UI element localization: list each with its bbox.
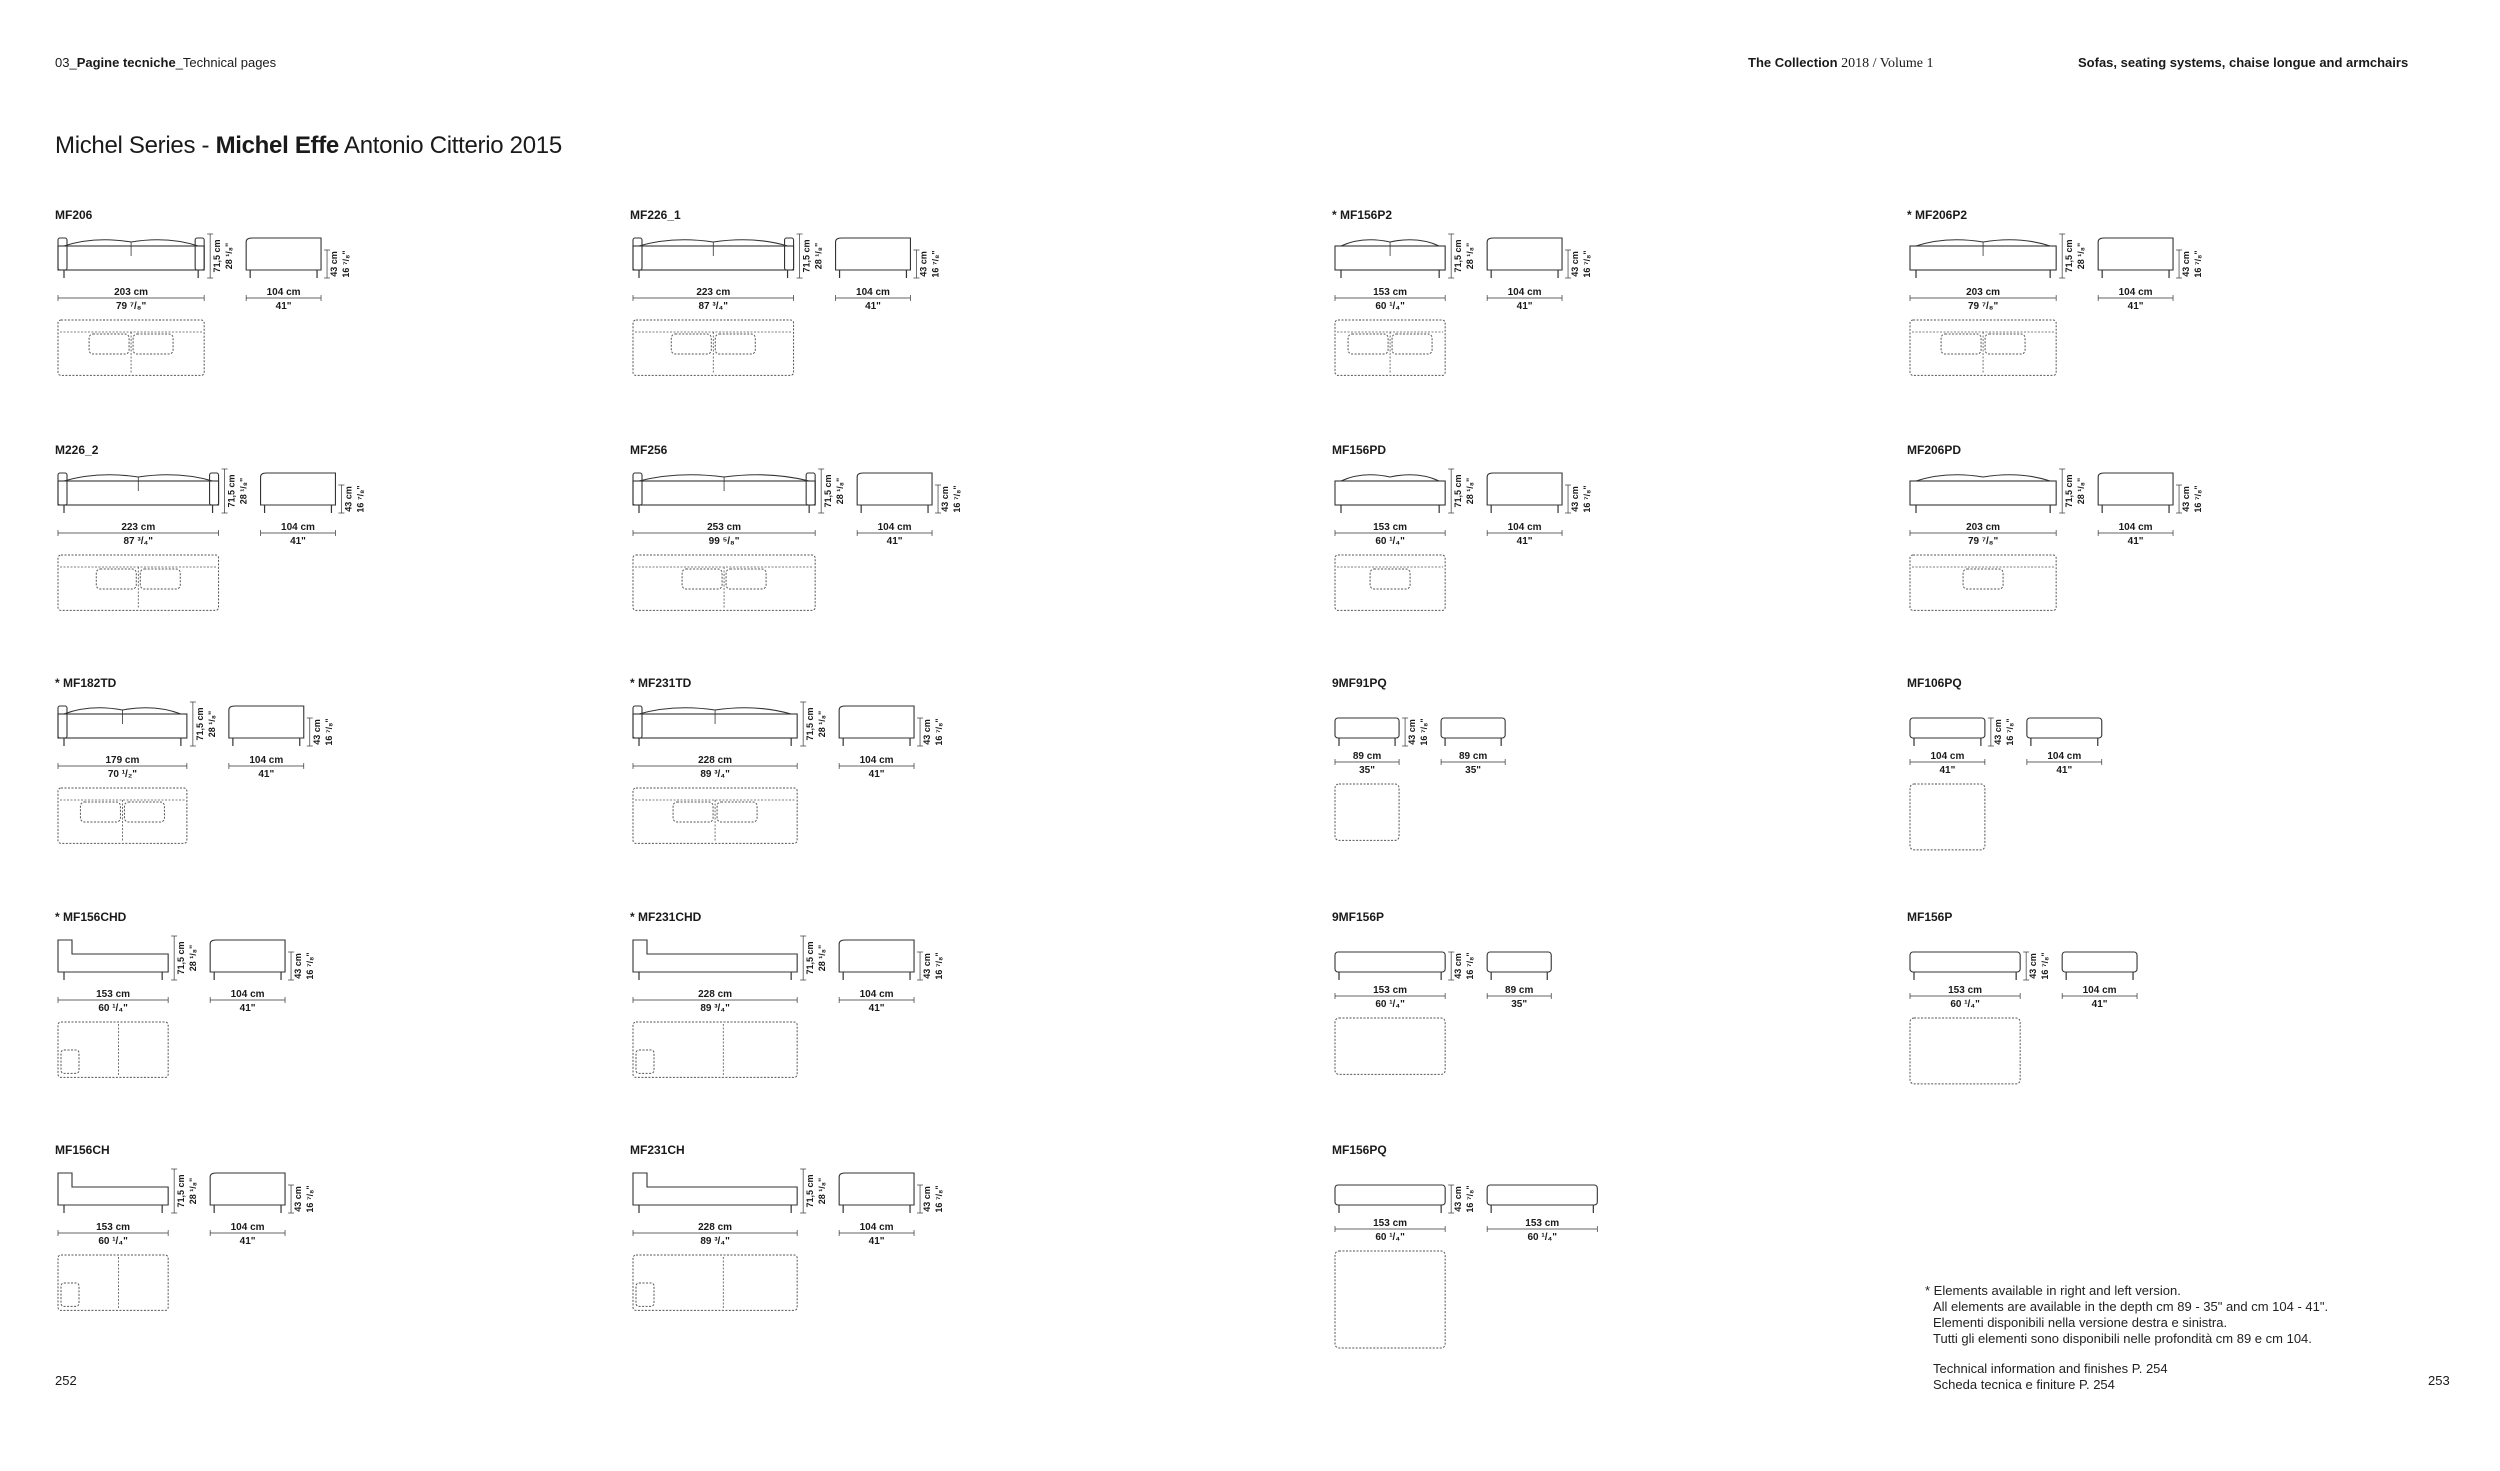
element-code: * MF156CHD (55, 910, 127, 924)
height-inch: 16 ⁷/₈" (355, 485, 366, 513)
dimension-inch: 41" (886, 536, 903, 547)
side-view (229, 706, 304, 738)
dimension-inch: 70 ¹/₂" (107, 769, 138, 780)
element-card (55, 676, 615, 906)
height-inch: 16 ⁷/₈" (1582, 250, 1593, 278)
height-inch: 16 ⁷/₈" (952, 485, 963, 513)
element-code: * MF182TD (55, 676, 117, 690)
plan-view (1910, 555, 2056, 610)
section-header (55, 55, 276, 70)
dimension-cm: 153 cm (1525, 1218, 1560, 1229)
height-inch: 16 ⁷/₈" (1419, 718, 1430, 746)
plan-view (1910, 784, 1985, 850)
dimension-cm: 203 cm (1966, 287, 2001, 298)
element-code: MF231CH (630, 1143, 685, 1157)
dimension-inch: 41" (275, 301, 292, 312)
dimension-cm: 104 cm (2082, 985, 2117, 996)
plan-view (1335, 1018, 1445, 1074)
dimension-inch: 60 ¹/₄" (1375, 1232, 1405, 1243)
dimension-cm: 203 cm (114, 287, 149, 298)
plan-view (1335, 320, 1445, 375)
side-view (1441, 718, 1505, 738)
dimension-cm: 104 cm (1507, 287, 1542, 298)
dimension-cm: 104 cm (1930, 751, 1965, 762)
front-view (1335, 718, 1399, 738)
side-view (246, 238, 321, 270)
height-cm: 43 cm (2181, 486, 2192, 512)
dimension-inch: 41" (239, 1236, 256, 1247)
element-code: MF156PQ (1332, 1143, 1387, 1157)
dimension-inch: 99 ⁵/₈" (708, 536, 740, 547)
element-code: * MF206P2 (1907, 208, 1968, 222)
element-card (1332, 443, 1892, 673)
dimension-cm: 228 cm (698, 755, 733, 766)
side-view (1487, 238, 1562, 270)
dimension-inch: 41" (2056, 765, 2073, 776)
height-inch: 16 ⁷/₈" (305, 1185, 316, 1213)
dimension-inch: 60 ¹/₄" (1375, 536, 1405, 547)
dimension-cm: 104 cm (1507, 522, 1542, 533)
dimension-cm: 89 cm (1458, 751, 1488, 762)
dimension-inch: 89 ³/₄" (700, 1003, 730, 1014)
element-drawing (1332, 1143, 1892, 1373)
height-cm: 43 cm (1453, 1186, 1464, 1212)
height-inch: 16 ⁷/₈" (2040, 952, 2051, 980)
dimension-inch: 41" (2127, 536, 2144, 547)
plan-view (1335, 555, 1445, 610)
dimension-cm: 104 cm (230, 989, 265, 1000)
height-inch: 28 ¹/₈" (206, 710, 217, 738)
side-view (2098, 238, 2173, 270)
height-cm: 43 cm (918, 251, 929, 277)
height-cm: 71,5 cm (176, 941, 187, 975)
height-inch: 28 ¹/₈" (188, 944, 199, 972)
element-card (1332, 1143, 1892, 1373)
front-view (633, 940, 797, 972)
dimension-cm: 104 cm (2118, 522, 2153, 533)
plan-view (1910, 320, 2056, 375)
dimension-cm: 223 cm (121, 522, 156, 533)
height-cm: 43 cm (2181, 251, 2192, 277)
collection-name: The Collection (1748, 55, 1838, 70)
element-code: MF206PD (1907, 443, 1962, 457)
side-view (2027, 718, 2102, 738)
element-drawing (1907, 208, 2467, 438)
element-code: MF256 (630, 443, 668, 457)
height-cm: 71,5 cm (823, 474, 834, 508)
element-card (1907, 910, 2467, 1140)
element-code: MF156PD (1332, 443, 1387, 457)
element-drawing (55, 208, 615, 438)
height-cm: 71,5 cm (194, 707, 205, 741)
height-cm: 43 cm (2028, 953, 2039, 979)
plan-view (58, 1255, 168, 1310)
dimension-cm: 179 cm (105, 755, 140, 766)
front-view (58, 706, 187, 738)
height-inch: 28 ¹/₈" (2076, 242, 2087, 270)
element-drawing (630, 443, 1190, 673)
side-view (2098, 473, 2173, 505)
element-drawing (1332, 208, 1892, 438)
element-card (630, 208, 1190, 438)
dimension-inch: 41" (868, 1236, 885, 1247)
collection-volume: 2018 / Volume 1 (1837, 56, 1934, 71)
element-drawing (630, 910, 1190, 1140)
front-view (1335, 1185, 1445, 1205)
category-header (2078, 55, 2408, 70)
side-view (261, 473, 336, 505)
element-card (1332, 208, 1892, 438)
height-inch: 28 ¹/₈" (2076, 477, 2087, 505)
dimension-cm: 153 cm (1948, 985, 1983, 996)
height-inch: 16 ⁷/₈" (341, 250, 352, 278)
plan-view (633, 1255, 797, 1310)
dimension-inch: 41" (865, 301, 881, 312)
element-drawing (1907, 676, 2467, 906)
height-inch: 16 ⁷/₈" (934, 1185, 945, 1213)
designer-name: Antonio Citterio 2015 (338, 132, 562, 159)
element-drawing (55, 1143, 615, 1373)
height-inch: 28 ¹/₈" (1465, 242, 1476, 270)
plan-view (1335, 1251, 1445, 1348)
dimension-cm: 104 cm (859, 989, 894, 1000)
dimension-inch: 60 ¹/₄" (98, 1003, 128, 1014)
footnotes (1925, 1283, 2328, 1393)
dimension-cm: 104 cm (856, 287, 890, 298)
element-drawing (1332, 910, 1892, 1140)
element-card (1907, 676, 2467, 906)
height-cm: 43 cm (1570, 486, 1581, 512)
height-cm: 43 cm (1453, 953, 1464, 979)
height-inch: 16 ⁷/₈" (2004, 718, 2015, 746)
dimension-inch: 41" (239, 1003, 256, 1014)
dimension-inch: 35" (1359, 765, 1375, 776)
note-line: Tutti gli elementi sono disponibili nelle profondità cm 89 e cm 104. (1933, 1331, 2312, 1346)
height-inch: 16 ⁷/₈" (2193, 485, 2204, 513)
section-sep: _ (175, 55, 183, 70)
front-view (1335, 475, 1445, 505)
dimension-cm: 104 cm (859, 755, 894, 766)
plan-view (633, 1022, 797, 1077)
plan-view (633, 788, 797, 843)
dimension-inch: 60 ¹/₄" (1375, 301, 1405, 312)
front-view (1910, 952, 2020, 972)
height-cm: 71,5 cm (1453, 239, 1464, 273)
dimension-inch: 41" (2091, 999, 2108, 1010)
plan-view (1335, 784, 1399, 840)
element-drawing (55, 676, 615, 906)
dimension-cm: 104 cm (281, 522, 315, 533)
dimension-inch: 41" (868, 1003, 885, 1014)
front-view (58, 238, 204, 270)
element-card (55, 208, 615, 438)
dimension-inch: 41" (868, 769, 885, 780)
side-view (1487, 1185, 1597, 1205)
height-inch: 28 ¹/₈" (224, 242, 235, 270)
dimension-cm: 203 cm (1966, 522, 2001, 533)
collection-header (1748, 55, 1934, 72)
dimension-cm: 104 cm (2118, 287, 2153, 298)
front-view (58, 940, 168, 972)
dimension-cm: 89 cm (1352, 751, 1382, 762)
page-number-right: 253 (2428, 1373, 2450, 1388)
note-link[interactable]: Technical information and finishes P. 254 (1933, 1361, 2168, 1376)
dimension-inch: 89 ³/₄" (700, 769, 730, 780)
element-card (630, 1143, 1190, 1373)
height-cm: 71,5 cm (801, 239, 812, 273)
front-view (633, 706, 797, 738)
element-card (630, 910, 1190, 1140)
height-inch: 16 ⁷/₈" (930, 250, 941, 278)
dimension-cm: 104 cm (877, 522, 912, 533)
dimension-cm: 104 cm (249, 755, 284, 766)
side-view (210, 940, 285, 972)
dimension-inch: 35" (1465, 765, 1482, 776)
front-view (1335, 240, 1445, 270)
dimension-cm: 104 cm (859, 1222, 894, 1233)
dimension-inch: 41" (258, 769, 275, 780)
side-view (2062, 952, 2137, 972)
height-inch: 16 ⁷/₈" (323, 718, 334, 746)
height-inch: 16 ⁷/₈" (1582, 485, 1593, 513)
dimension-cm: 253 cm (707, 522, 742, 533)
element-card (55, 910, 615, 1140)
note-line (1925, 1347, 2328, 1361)
category-label: Sofas, seating systems, chaise longue and armchairs (2078, 55, 2409, 70)
element-code: MF206 (55, 208, 93, 222)
element-card (55, 443, 615, 673)
element-card (630, 443, 1190, 673)
dimension-cm: 153 cm (1373, 1218, 1408, 1229)
element-code: MF156CH (55, 1143, 110, 1157)
element-code: MF156P (1907, 910, 1953, 924)
height-inch: 28 ¹/₈" (817, 1177, 828, 1205)
section-title: Pagine tecniche (76, 55, 176, 70)
element-code: * MF156P2 (1332, 208, 1393, 222)
side-view (1487, 473, 1562, 505)
element-drawing (1332, 676, 1892, 906)
element-drawing (1907, 443, 2467, 673)
page-number-left: 252 (55, 1373, 77, 1388)
element-code: MF226_1 (630, 208, 681, 222)
dimension-inch: 41" (1516, 536, 1533, 547)
section-subtitle: Technical pages (182, 55, 277, 70)
dimension-inch: 79 ⁷/₈" (115, 301, 147, 312)
height-cm: 71,5 cm (805, 707, 816, 741)
element-drawing (55, 443, 615, 673)
dimension-cm: 153 cm (1373, 287, 1408, 298)
front-view (1910, 718, 1985, 738)
element-drawing (630, 1143, 1190, 1373)
element-card (1332, 910, 1892, 1140)
plan-view (58, 555, 219, 610)
note-line: Elementi disponibili nella versione destra e sinistra. (1933, 1315, 2228, 1330)
height-inch: 16 ⁷/₈" (1465, 1185, 1476, 1213)
plan-view (58, 320, 204, 375)
dimension-inch: 89 ³/₄" (700, 1236, 730, 1247)
height-cm: 71,5 cm (226, 474, 237, 508)
front-view (58, 1173, 168, 1205)
height-cm: 71,5 cm (1453, 474, 1464, 508)
front-view (1910, 475, 2056, 505)
side-view (210, 1173, 285, 1205)
element-card (630, 676, 1190, 906)
side-view (839, 706, 914, 738)
dimension-inch: 87 ³/₄" (123, 536, 154, 547)
note-link[interactable]: Scheda tecnica e finiture P. 254 (1933, 1377, 2115, 1392)
height-cm: 43 cm (922, 953, 933, 979)
dimension-cm: 153 cm (96, 1222, 131, 1233)
height-inch: 16 ⁷/₈" (1465, 952, 1476, 980)
side-view (839, 1173, 914, 1205)
dimension-cm: 228 cm (698, 989, 733, 1000)
element-drawing (55, 910, 615, 1140)
element-code: 9MF156P (1332, 910, 1385, 924)
height-cm: 43 cm (343, 486, 354, 512)
dimension-inch: 79 ⁷/₈" (1967, 301, 1999, 312)
model-name: Michel Effe (215, 132, 339, 159)
height-cm: 43 cm (940, 486, 951, 512)
page-title (55, 132, 562, 160)
height-cm: 43 cm (293, 953, 304, 979)
plan-view (1910, 1018, 2020, 1084)
side-view (839, 940, 914, 972)
element-card (1907, 443, 2467, 673)
dimension-inch: 41" (2127, 301, 2144, 312)
height-cm: 43 cm (311, 719, 322, 745)
height-inch: 28 ¹/₈" (188, 1177, 199, 1205)
height-inch: 28 ¹/₈" (835, 477, 846, 505)
element-drawing (630, 676, 1190, 906)
element-code: M226_2 (55, 443, 99, 457)
element-code: MF106PQ (1907, 676, 1962, 690)
dimension-cm: 153 cm (96, 989, 131, 1000)
height-cm: 43 cm (1570, 251, 1581, 277)
series-name: Michel Series - (55, 132, 216, 159)
element-code: 9MF91PQ (1332, 676, 1387, 690)
front-view (633, 473, 815, 505)
front-view (633, 238, 794, 270)
height-cm: 71,5 cm (2064, 474, 2075, 508)
height-inch: 28 ¹/₈" (238, 477, 249, 505)
dimension-inch: 87 ³/₄" (698, 301, 729, 312)
height-inch: 28 ¹/₈" (817, 944, 828, 972)
height-cm: 71,5 cm (805, 941, 816, 975)
height-inch: 16 ⁷/₈" (2193, 250, 2204, 278)
element-card (1332, 676, 1892, 906)
front-view (58, 473, 219, 505)
dimension-inch: 41" (290, 536, 306, 547)
height-inch: 16 ⁷/₈" (934, 718, 945, 746)
height-cm: 71,5 cm (805, 1174, 816, 1208)
element-card (55, 1143, 615, 1373)
height-cm: 43 cm (1992, 719, 2003, 745)
element-drawing (1907, 910, 2467, 1140)
element-code: * MF231TD (630, 676, 692, 690)
height-inch: 28 ¹/₈" (1465, 477, 1476, 505)
height-cm: 43 cm (1407, 719, 1418, 745)
height-cm: 71,5 cm (2064, 239, 2075, 273)
dimension-inch: 41" (1939, 765, 1956, 776)
height-inch: 16 ⁷/₈" (934, 952, 945, 980)
dimension-cm: 104 cm (2047, 751, 2082, 762)
dimension-cm: 153 cm (1373, 522, 1408, 533)
height-cm: 43 cm (922, 719, 933, 745)
dimension-inch: 35" (1511, 999, 1528, 1010)
height-inch: 28 ¹/₈" (813, 242, 824, 270)
side-view (1487, 952, 1551, 972)
dimension-cm: 153 cm (1373, 985, 1408, 996)
plan-view (633, 320, 794, 375)
element-card (1907, 208, 2467, 438)
dimension-cm: 104 cm (266, 287, 301, 298)
note-line: * Elements available in right and left version. (1925, 1283, 2181, 1298)
plan-view (633, 555, 815, 610)
dimension-inch: 41" (1516, 301, 1533, 312)
height-cm: 43 cm (329, 251, 340, 277)
dimension-inch: 60 ¹/₄" (98, 1236, 128, 1247)
height-cm: 43 cm (293, 1186, 304, 1212)
dimension-inch: 60 ¹/₄" (1527, 1232, 1558, 1243)
height-inch: 28 ¹/₈" (817, 710, 828, 738)
dimension-inch: 79 ⁷/₈" (1967, 536, 1999, 547)
section-prefix: 03_ (55, 55, 77, 70)
element-drawing (630, 208, 1190, 438)
dimension-inch: 60 ¹/₄" (1950, 999, 1980, 1010)
dimension-cm: 104 cm (230, 1222, 265, 1233)
dimension-cm: 228 cm (698, 1222, 733, 1233)
front-view (633, 1173, 797, 1205)
dimension-inch: 60 ¹/₄" (1375, 999, 1405, 1010)
dimension-cm: 223 cm (696, 287, 731, 298)
front-view (1335, 952, 1445, 972)
height-cm: 71,5 cm (212, 239, 223, 273)
plan-view (58, 788, 187, 843)
note-line: All elements are available in the depth cm 89 - 35" and cm 104 - 41". (1933, 1299, 2329, 1314)
height-inch: 16 ⁷/₈" (305, 952, 316, 980)
side-view (836, 238, 911, 270)
side-view (857, 473, 932, 505)
plan-view (58, 1022, 168, 1077)
element-code: * MF231CHD (630, 910, 702, 924)
element-drawing (1332, 443, 1892, 673)
front-view (1910, 240, 2056, 270)
dimension-cm: 89 cm (1505, 985, 1534, 996)
height-cm: 43 cm (922, 1186, 933, 1212)
height-cm: 71,5 cm (176, 1174, 187, 1208)
